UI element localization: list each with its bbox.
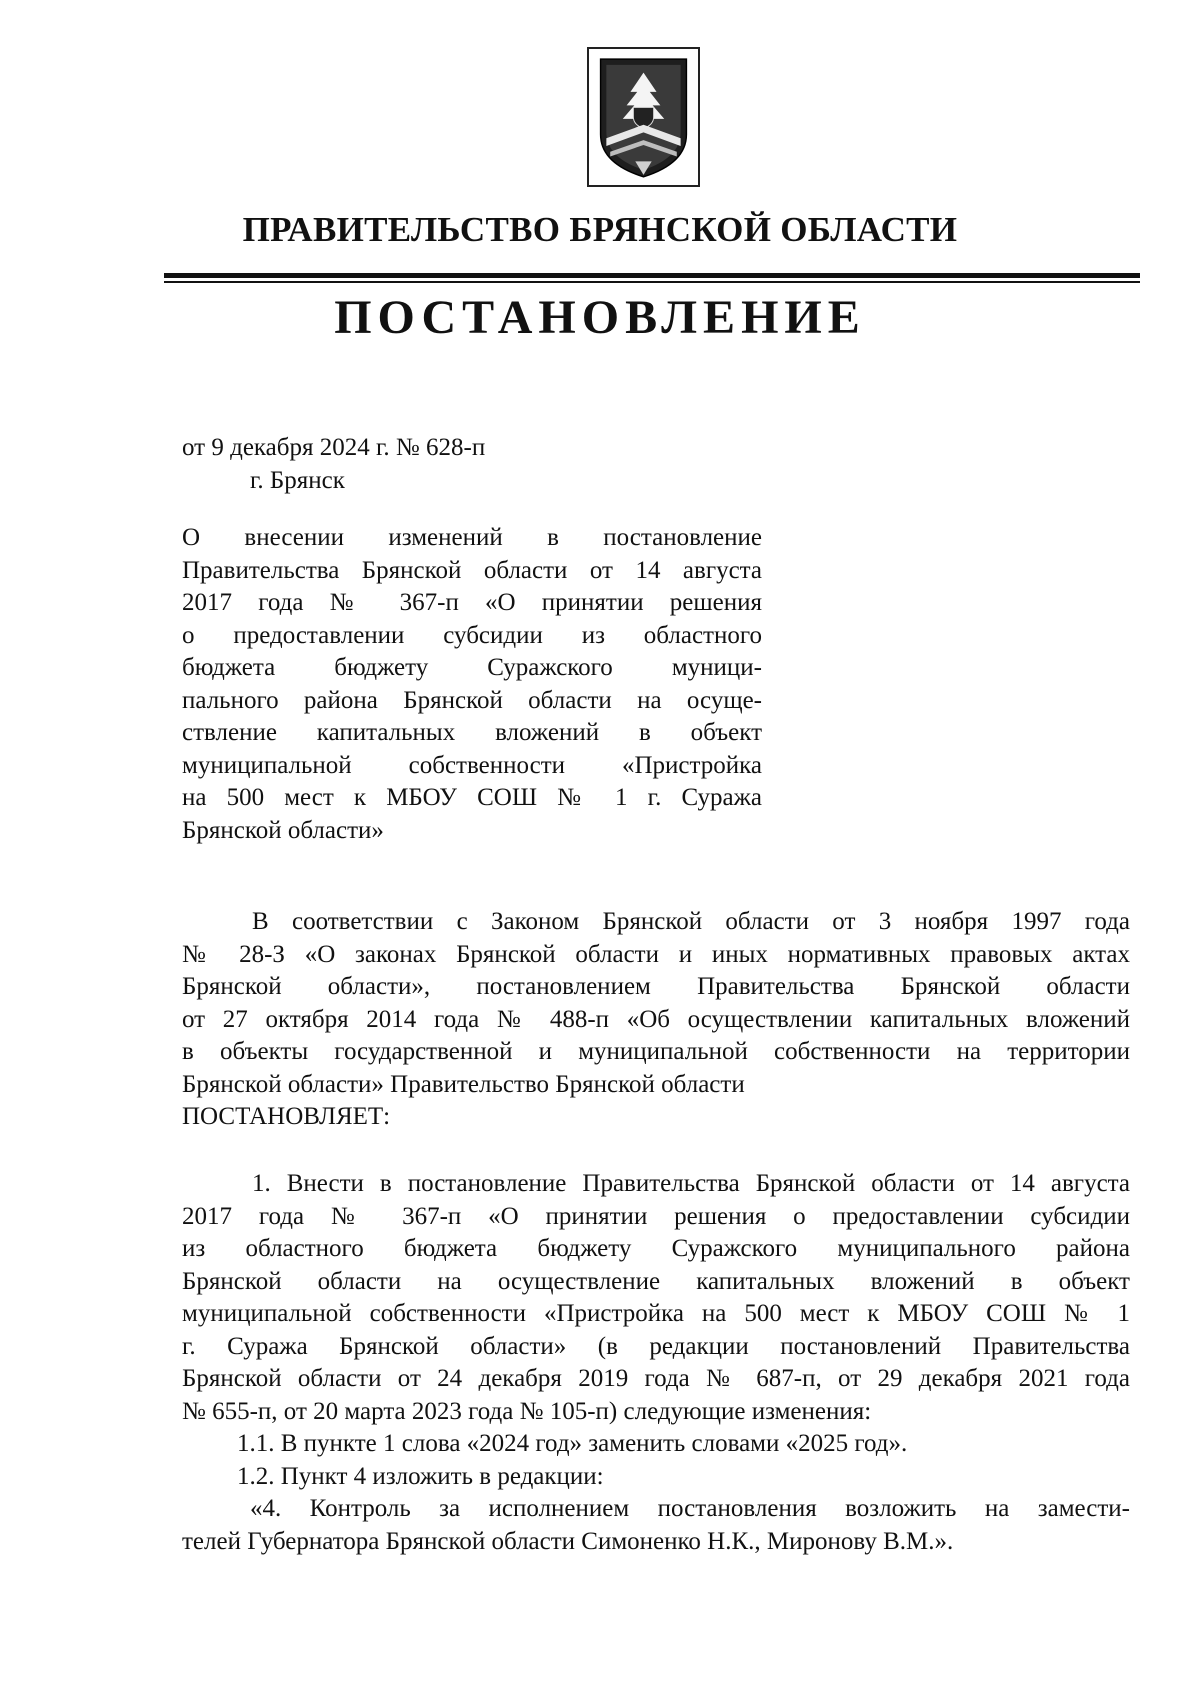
item-1-paragraph <box>182 1168 1130 1558</box>
header-rule-thin <box>164 281 1140 283</box>
date-number-line: от 9 декабря 2024 г. № 628-п <box>182 434 486 461</box>
item-4-line: телей Губернатора Брянской области Симоненко Н.К., Миронову В.М.». <box>182 1527 954 1555</box>
resolves-word: ПОСТАНОВЛЯЕТ: <box>182 1103 391 1130</box>
preamble-line: В соответствии с Законом Брянской области от 3 ноября 1997 года <box>252 908 1130 935</box>
subject-line: 2017 года № 367-п «О принятии решения <box>182 589 762 616</box>
item-1-line: Брянской области от 24 декабря 2019 года № 687-п, от 29 декабря 2021 года <box>182 1365 1130 1392</box>
subject-line: на 500 мест к МБОУ СОШ № 1 г. Суража <box>182 784 762 811</box>
bryansk-oblast-coat-of-arms-icon <box>589 49 698 185</box>
preamble-paragraph <box>182 906 1130 1134</box>
item-1-1: 1.1. В пункте 1 слова «2024 год» заменить словами «2025 год». <box>237 1430 908 1457</box>
item-1-2: 1.2. Пункт 4 изложить в редакции: <box>237 1462 604 1490</box>
preamble-line: Брянской области», постановлением Правительства Брянской области <box>182 973 1130 1000</box>
preamble-line: Брянской области» Правительство Брянской области <box>182 1070 745 1098</box>
subject-line: ствление капитальных вложений в объект <box>182 719 762 746</box>
subject-line: муниципальной собственности «Пристройка <box>182 751 762 779</box>
organization-title: ПРАВИТЕЛЬСТВО БРЯНСКОЙ ОБЛАСТИ <box>242 210 958 249</box>
item-1-line: из областного бюджета бюджету Суражского муниципального района <box>182 1235 1130 1262</box>
subject-block <box>182 522 762 847</box>
document-type-title: ПОСТАНОВЛЕНИЕ <box>334 291 866 344</box>
subject-line: Брянской области» <box>182 816 384 844</box>
coat-of-arms-emblem <box>587 47 700 187</box>
item-1-line: 2017 года № 367-п «О принятии решения о предоставлении субсидии <box>182 1202 1130 1230</box>
preamble-line: от 27 октября 2014 года № 488-п «Об осуществлении капитальных вложений <box>182 1005 1130 1033</box>
preamble-line: № 28-З «О законах Брянской области и иных нормативных правовых актах <box>182 940 1130 968</box>
item-1-line: № 655-п, от 20 марта 2023 года № 105-п) следующие изменения: <box>182 1397 872 1425</box>
item-1-line: г. Суража Брянской области» (в редакции постановлений Правительства <box>182 1332 1130 1360</box>
preamble-line: в объекты государственной и муниципальной собственности на территории <box>182 1038 1130 1065</box>
subject-line: о предоставлении субсидии из областного <box>182 621 762 649</box>
subject-line: Правительства Брянской области от 14 августа <box>182 556 762 584</box>
subject-line: пального района Брянской области на осуще- <box>182 686 762 714</box>
city-line: г. Брянск <box>250 467 345 494</box>
subject-line: бюджета бюджету Суражского муници- <box>182 654 762 681</box>
subject-line: О внесении изменений в постановление <box>182 524 762 551</box>
item-1-line: Брянской области на осуществление капитальных вложений в объект <box>182 1267 1130 1295</box>
item-1-line: 1. Внести в постановление Правительства Брянской области от 14 августа <box>252 1170 1130 1197</box>
item-4-line: «4. Контроль за исполнением постановления возложить на замести- <box>250 1495 1130 1522</box>
header-rule-thick <box>164 273 1140 278</box>
item-1-line: муниципальной собственности «Пристройка на 500 мест к МБОУ СОШ № 1 <box>182 1300 1130 1327</box>
